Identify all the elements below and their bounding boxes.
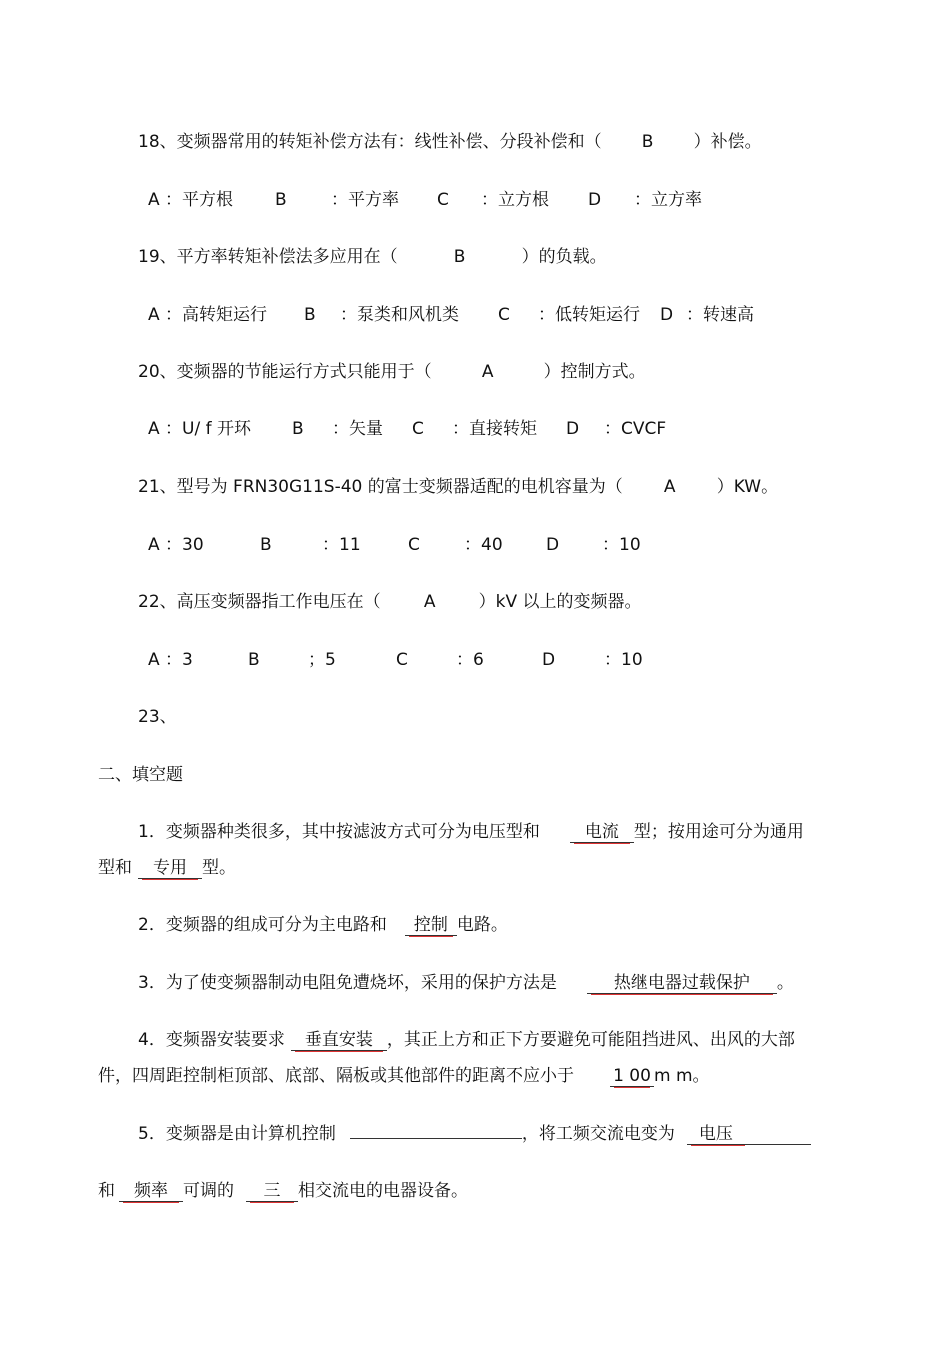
option-c: ：40 xyxy=(464,535,503,555)
answer: A xyxy=(423,592,436,612)
option-c-label: C xyxy=(396,650,408,670)
fill-text: 件，四周距控制柜顶部、底部、隔板或其他部件的距离不应小于 xyxy=(98,1066,574,1086)
fill-text: 型；按用途可分为通用 xyxy=(633,822,804,842)
fill-1-line-1 xyxy=(138,820,804,844)
question-stem: 18、变频器常用的转矩补偿方法有：线性补偿、分段补偿和（ xyxy=(138,132,602,152)
options-21 xyxy=(148,533,641,557)
question-stem-end: ）的负载。 xyxy=(521,247,607,267)
fill-blank: 专用 xyxy=(138,858,202,879)
fill-blank xyxy=(350,1138,522,1139)
option-d-label: D xyxy=(542,650,556,670)
option-a: A ：高转矩运行 xyxy=(148,305,268,325)
option-c: ：低转矩运行 xyxy=(538,305,640,325)
fill-text: 电路。 xyxy=(456,915,508,935)
fill-blank: 电压 xyxy=(687,1124,811,1145)
fill-5-line-1 xyxy=(138,1122,811,1146)
option-b: ；5 xyxy=(308,650,336,670)
options-19 xyxy=(148,303,754,327)
fill-3 xyxy=(138,971,794,995)
fill-blank: 三 xyxy=(246,1181,298,1202)
option-d: ：10 xyxy=(604,650,643,670)
fill-text: 3．为了使变频器制动电阻免遭烧坏，采用的保护方法是 xyxy=(138,973,557,993)
option-d: ：转速高 xyxy=(686,305,754,325)
option-d: ：10 xyxy=(602,535,641,555)
fill-text: 型和 xyxy=(98,858,132,878)
fill-4-line-2 xyxy=(98,1064,710,1088)
option-d: ：立方率 xyxy=(634,190,702,210)
question-19 xyxy=(138,245,607,269)
option-a: A ：U/ f 开环 xyxy=(148,419,251,439)
option-c: ：直接转矩 xyxy=(452,419,537,439)
question-stem-end: ）kV 以上的变频器。 xyxy=(478,592,642,612)
question-stem: 22、高压变频器指工作电压在（ xyxy=(138,592,381,612)
question-stem: 19、平方率转矩补偿法多应用在（ xyxy=(138,247,398,267)
fill-text: 4．变频器安装要求 xyxy=(138,1030,285,1050)
fill-blank: 1 00 xyxy=(610,1066,654,1087)
section-heading: 二、填空题 xyxy=(98,765,183,785)
answer: B xyxy=(453,247,466,267)
fill-text: 5．变频器是由计算机控制 xyxy=(138,1124,336,1144)
question-stem: 21、型号为 FRN30G11S-40 的富士变频器适配的电机容量为（ xyxy=(138,477,623,497)
option-c-label: C xyxy=(498,305,510,325)
option-a: A ：30 xyxy=(148,535,204,555)
option-a: A ：3 xyxy=(148,650,193,670)
question-18 xyxy=(138,130,762,154)
option-b-label: B xyxy=(248,650,260,670)
option-d-label: D xyxy=(546,535,560,555)
fill-text: ，其正上方和正下方要避免可能阻挡进风、出风的大部 xyxy=(386,1030,795,1050)
fill-text: 2．变频器的组成可分为主电路和 xyxy=(138,915,387,935)
option-c-label: C xyxy=(437,190,449,210)
fill-text: 。 xyxy=(776,973,794,993)
answer: B xyxy=(641,132,654,152)
option-c-label: C xyxy=(412,419,424,439)
option-b: ：平方率 xyxy=(331,190,399,210)
fill-5-line-2 xyxy=(98,1179,468,1203)
fill-text: m m。 xyxy=(654,1066,710,1086)
option-b: ：矢量 xyxy=(332,419,383,439)
question-stem-end: ）补偿。 xyxy=(693,132,762,152)
question-stem: 20、变频器的节能运行方式只能用于（ xyxy=(138,362,432,382)
option-d-label: D xyxy=(588,190,602,210)
fill-blank: 热继电器过载保护 xyxy=(587,973,777,994)
option-b-label: B xyxy=(260,535,272,555)
option-d: ：CVCF xyxy=(604,419,667,439)
fill-text: ，将工频交流电变为 xyxy=(521,1124,675,1144)
question-stem-end: ）KW。 xyxy=(716,477,779,497)
fill-text: 相交流电的电器设备。 xyxy=(298,1181,468,1201)
question-stem-end: ）控制方式。 xyxy=(543,362,646,382)
option-c-label: C xyxy=(408,535,420,555)
fill-blank: 控制 xyxy=(405,915,457,936)
fill-1-line-2 xyxy=(98,856,236,880)
fill-2 xyxy=(138,913,508,937)
fill-blank: 频率 xyxy=(119,1181,183,1202)
answer: A xyxy=(481,362,494,382)
fill-blank: 垂直安装 xyxy=(291,1030,387,1051)
option-a: A ：平方根 xyxy=(148,190,234,210)
question-23: 23、 xyxy=(138,707,177,727)
fill-text: 可调的 xyxy=(183,1181,234,1201)
question-22 xyxy=(138,590,642,614)
fill-text: 1．变频器种类很多，其中按滤波方式可分为电压型和 xyxy=(138,822,540,842)
option-b: ：11 xyxy=(322,535,361,555)
fill-text: 和 xyxy=(98,1181,115,1201)
option-b-label: B xyxy=(275,190,287,210)
options-20 xyxy=(148,417,666,441)
fill-text: 型。 xyxy=(202,858,236,878)
option-b-label: B xyxy=(292,419,304,439)
answer: A xyxy=(663,477,676,497)
option-b-label: B xyxy=(304,305,316,325)
question-21 xyxy=(138,475,778,499)
option-b: ：泵类和风机类 xyxy=(340,305,459,325)
options-22 xyxy=(148,648,643,672)
option-d-label: D xyxy=(566,419,580,439)
fill-blank: 电流 xyxy=(570,822,634,843)
question-20 xyxy=(138,360,646,384)
option-c: ：6 xyxy=(456,650,484,670)
option-d-label: D xyxy=(660,305,674,325)
option-c: ：立方根 xyxy=(481,190,549,210)
options-18 xyxy=(148,188,702,212)
fill-4-line-1 xyxy=(138,1028,795,1052)
